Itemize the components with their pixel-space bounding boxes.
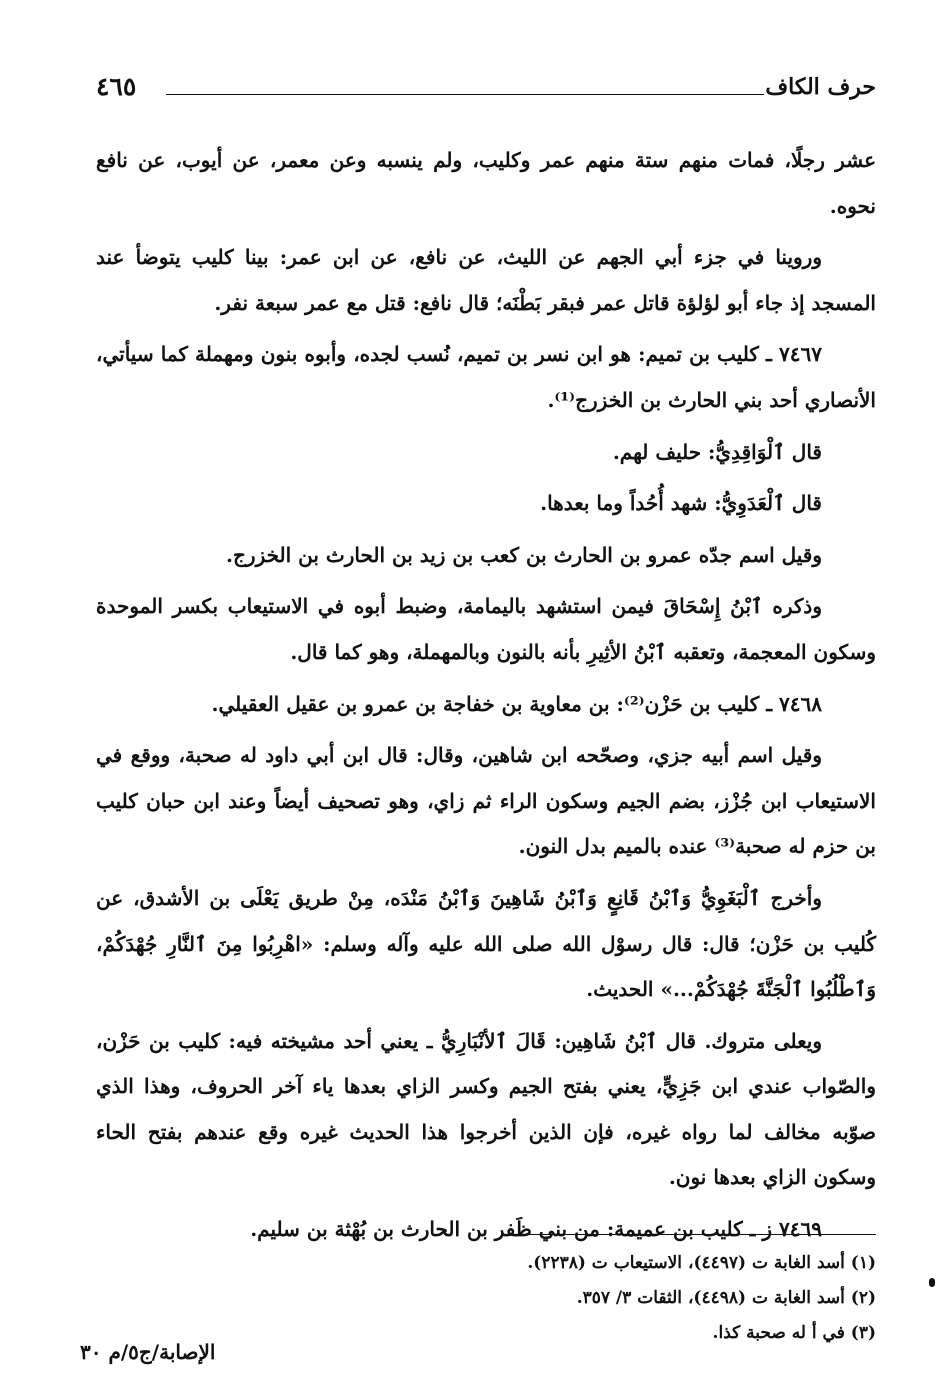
scan-mark [929,1278,935,1287]
printer-signature: الإصابة/ج٥/م ٣٠ [80,1340,216,1364]
main-text [96,138,876,1259]
entry-7469: ٧٤٦٩ ز ـ كليب بن عميمة: من بني ظَفر بن الحارث بن بُهْثة بن سليم. [250,1217,822,1242]
entry-7467: ٧٤٦٧ ـ كليب بن تميم: هو ابن نسر بن تميم، نُسب لجده، وأبوه بنون ومهملة كما سيأتي، الأنصاري أحد بني الحارث بن الخزرج⁽¹⁾. [96,342,876,412]
paragraph: عشر رجلًا، فمات منهم ستة منهم عمر وكليب، ولم ينسبه وعن معمر، عن أيوب، عن نافع نحوه. [96,148,876,218]
paragraph: وقيل اسم جدّه عمرو بن الحارث بن كعب بن زيد بن الحارث بن الخزرج. [226,542,822,567]
page-number: ٤٦٥ [96,72,137,101]
header-rule [166,94,764,95]
paragraph: وذكره ٱبْنُ إِسْحَاقَ فيمن استشهد باليمامة، وضبط أبوه في الاستيعاب بكسر الموحدة وسكون المعجمة، وتعقبه ٱبْنُ الأثِيرِ بأنه بالنون وبالمهملة، وهو كما قال. [96,594,876,664]
footnotes [96,1246,876,1351]
paragraph: وأخرج ٱلْبَغَوِيُّ وَٱبْنُ قَانِعٍ وَٱبْنُ شَاهِينَ وَٱبْنُ مَنْدَه، مِنْ طريق يَعْلَى بن الأشدق، عن كُليب بن حَزْن؛ قال: قال رسوْل الله صلى الله عليه وآله وسلم: «اهْرِبُوا مِنَ ٱلنَّارِ جُهْدَكُمْ، وَٱطْلُبُوا ٱلْجَنَّةَ جُهْدَكُمْ...» الحديث. [96,885,876,1002]
paragraph: قال ٱلْعَدَوِيُّ: شهد أُحُداً وما بعدها. [540,491,822,516]
chapter-title: حرف الكاف [765,74,876,100]
entry-7468: ٧٤٦٨ ـ كليب بن حَزْن⁽²⁾: بن معاوية بن خفاجة بن عمرو بن عقيل العقيلي. [211,691,822,716]
footnote-2: (٢) أسد الغابة ت (٤٤٩٨)، الثقات ٣/ ٣٥٧. [576,1288,876,1308]
footnote-rule [516,1234,876,1235]
footnote-1: (١) أسد الغابة ت (٤٤٩٧)، الاستيعاب ت (٢٢٣٨). [527,1253,876,1273]
paragraph: قال ٱلْوَاقِدِيُّ: حليف لهم. [612,439,822,464]
paragraph: وروينا في جزء أبي الجهم عن الليث، عن نافع، عن ابن عمر: بينا كليب يتوضأ عند المسجد إذ جاء أبو لؤلؤة قاتل عمر فبقر بَطْنَه؛ قال نافع: قتل مع عمر سبعة نفر. [96,245,876,315]
paragraph: وقيل اسم أبيه جزي، وصحّحه ابن شاهين، وقال: قال ابن أبي داود له صحبة، ووقع في الاستيعاب ابن جُزْز، بضم الجيم وسكون الراء ثم زاي، وهو تصحيف أيضاً وعند ابن حبان كليب بن حزم له صحبة⁽³⁾ عنده بالميم بدل النون. [96,743,876,859]
footnote-3: (٣) في أ له صحبة كذا. [712,1323,876,1343]
page-header [96,72,876,112]
paragraph: ويعلى متروك. قال ٱبْنُ شَاهِين: قَالَ ٱلأنْبَارِيُّ ـ يعني أحد مشيخته فيه: كليب بن حَزْن، والصّواب عندي ابن جَزِيٍّ، يعني بفتح الجيم وكسر الزاي بعدها ياء آخر الحروف، وهذا الذي صوّبه مخالف لما رواه غيره، فإن الذين أخرجوا هذا الحديث غيره وقع عندهم بفتح الحاء وسكون الزاي بعدها نون. [96,1028,876,1190]
